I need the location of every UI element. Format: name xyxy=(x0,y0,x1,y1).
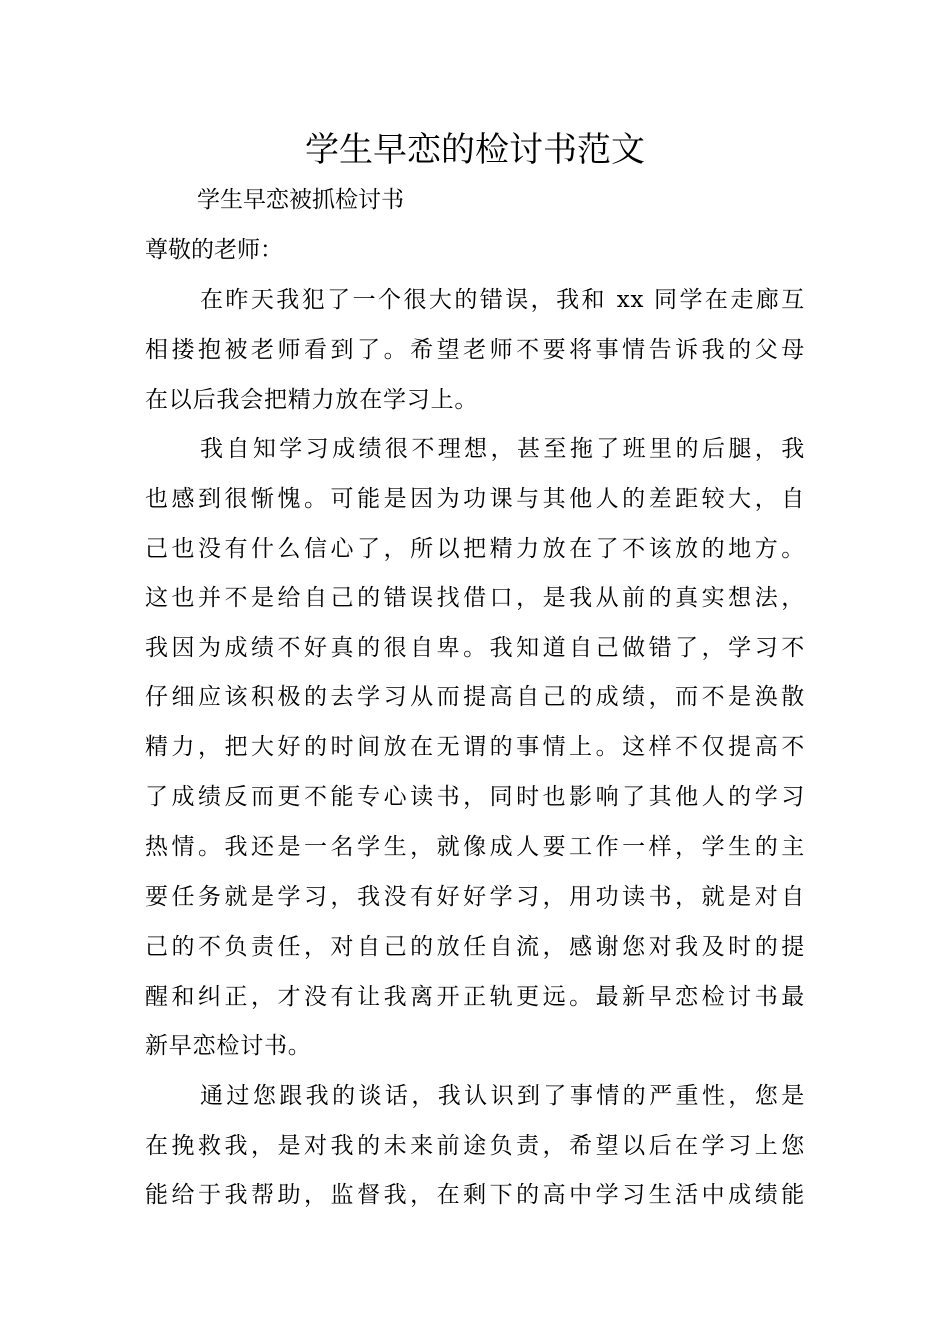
paragraph-2-line-1: 我自知学习成绩很不理想，甚至拖了班里的后腿，我 xyxy=(200,436,805,462)
paragraph-2-line-10: 要任务就是学习，我没有好好学习，用功读书，就是对自 xyxy=(145,884,805,910)
salutation: 尊敬的老师： xyxy=(145,237,283,263)
paragraph-2-line-7: 精力，把大好的时间放在无谓的事情上。这样不仅提高不 xyxy=(145,734,805,760)
paragraph-2-line-6: 仔细应该积极的去学习从而提高自己的成绩，而不是涣散 xyxy=(145,684,805,710)
paragraph-2-line-2: 也感到很惭愧。可能是因为功课与其他人的差距较大，自 xyxy=(145,486,805,512)
paragraph-2-line-11: 己的不负责任，对自己的放任自流，感谢您对我及时的提 xyxy=(145,934,805,960)
document-subtitle: 学生早恋被抓检讨书 xyxy=(197,187,404,213)
paragraph-3-line-2: 在挽救我，是对我的未来前途负责，希望以后在学习上您 xyxy=(145,1133,805,1159)
document-title: 学生早恋的检讨书范文 xyxy=(305,130,645,170)
paragraph-1-line-2: 相搂抱被老师看到了。希望老师不要将事情告诉我的父母 xyxy=(145,337,805,363)
paragraph-3-line-1: 通过您跟我的谈话，我认识到了事情的严重性，您是 xyxy=(200,1083,805,1109)
paragraph-2-line-12: 醒和纠正，才没有让我离开正轨更远。最新早恋检讨书最 xyxy=(145,984,805,1010)
paragraph-2-line-8: 了成绩反而更不能专心读书，同时也影响了其他人的学习 xyxy=(145,784,805,810)
paragraph-1-line-1: 在昨天我犯了一个很大的错误，我和 xx 同学在走廊互 xyxy=(200,287,805,313)
paragraph-3-line-3: 能给于我帮助，监督我，在剩下的高中学习生活中成绩能 xyxy=(145,1182,805,1208)
paragraph-1-line-3: 在以后我会把精力放在学习上。 xyxy=(145,387,479,413)
paragraph-2-line-5: 我因为成绩不好真的很自卑。我知道自己做错了，学习不 xyxy=(145,635,805,661)
paragraph-2-line-9: 热情。我还是一名学生，就像成人要工作一样，学生的主 xyxy=(145,834,805,860)
paragraph-2-line-3: 己也没有什么信心了，所以把精力放在了不该放的地方。 xyxy=(145,536,805,562)
paragraph-2-line-13: 新早恋检讨书。 xyxy=(145,1033,312,1059)
paragraph-2-line-4: 这也并不是给自己的错误找借口，是我从前的真实想法， xyxy=(145,585,805,611)
